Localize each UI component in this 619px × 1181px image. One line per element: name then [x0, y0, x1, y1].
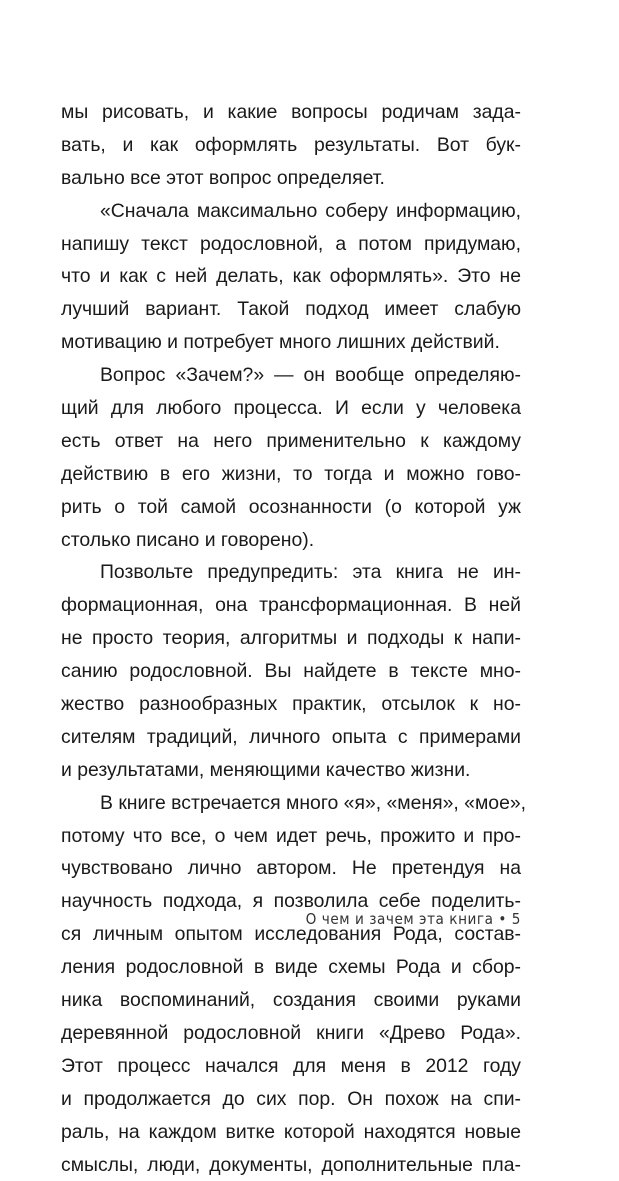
text-line: есть ответ на него применительно к каждому	[61, 425, 521, 458]
text-line: сителям традиций, личного опыта с примерами	[61, 721, 521, 754]
paragraph	[61, 556, 521, 786]
paragraph	[61, 787, 521, 1181]
text-line: ся личным опытом исследования Рода, состав-	[61, 918, 521, 951]
text-line: лучший вариант. Такой подход имеет слабую	[61, 293, 521, 326]
book-page-body	[61, 96, 521, 1181]
paragraph	[61, 359, 521, 556]
text-line: щий для любого процесса. И если у человека	[61, 392, 521, 425]
paragraph	[61, 96, 521, 195]
text-line: потому что все, о чем идет речь, прожито и про-	[61, 820, 521, 853]
text-line: действию в его жизни, то тогда и можно гово-	[61, 458, 521, 491]
text-line: ления родословной в виде схемы Рода и сбор-	[61, 951, 521, 984]
text-line: ника воспоминаний, создания своими руками	[61, 984, 521, 1017]
text-line: научность подхода, я позволила себе поделить-	[61, 885, 521, 918]
text-line: мотивацию и потребует много лишних действий.	[61, 326, 521, 359]
text-line: и результатами, меняющими качество жизни.	[61, 754, 521, 787]
text-line: чувствовано лично автором. Не претендуя на	[61, 852, 521, 885]
text-line: смыслы, люди, документы, дополнительные пла-	[61, 1149, 521, 1181]
text-line: вально все этот вопрос определяет.	[61, 162, 521, 195]
text-line: Вопрос «Зачем?» — он вообще определяю-	[61, 359, 521, 392]
text-line: столько писано и говорено).	[61, 524, 521, 557]
text-line: мы рисовать, и какие вопросы родичам зада-	[61, 96, 521, 129]
text-line: деревянной родословной книги «Древо Рода».	[61, 1017, 521, 1050]
running-footer: О чем и зачем эта книга • 5	[116, 910, 521, 928]
text-line: что и как с ней делать, как оформлять». Это не	[61, 260, 521, 293]
text-line: формационная, она трансформационная. В ней	[61, 589, 521, 622]
text-line: не просто теория, алгоритмы и подходы к напи-	[61, 622, 521, 655]
paragraph	[61, 195, 521, 359]
text-line: В книге встречается много «я», «меня», «мое»,	[61, 787, 521, 820]
text-line: раль, на каждом витке которой находятся новые	[61, 1116, 521, 1149]
text-line: Этот процесс начался для меня в 2012 году	[61, 1050, 521, 1083]
text-line: рить о той самой осознанности (о которой уж	[61, 491, 521, 524]
text-line: Позвольте предупредить: эта книга не ин-	[61, 556, 521, 589]
text-line: санию родословной. Вы найдете в тексте мно-	[61, 655, 521, 688]
text-line: и продолжается до сих пор. Он похож на спи-	[61, 1083, 521, 1116]
text-line: вать, и как оформлять результаты. Вот бук-	[61, 129, 521, 162]
text-line: напишу текст родословной, а потом придумаю,	[61, 228, 521, 261]
text-line: «Сначала максимально соберу информацию,	[61, 195, 521, 228]
text-line: жество разнообразных практик, отсылок к но-	[61, 688, 521, 721]
